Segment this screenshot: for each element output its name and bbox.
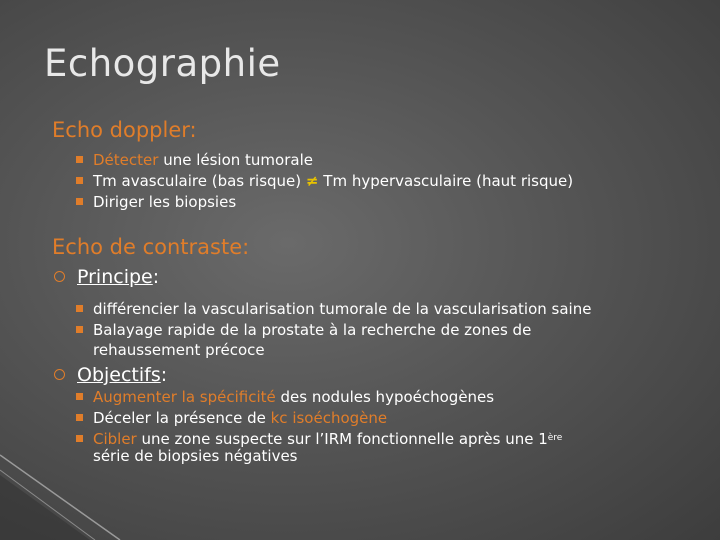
circle-bullet-icon xyxy=(54,271,65,282)
list-item: Augmenter la spécificité des nodules hypoéchogènes xyxy=(76,388,494,406)
square-bullet-icon xyxy=(76,393,83,400)
square-bullet-icon xyxy=(76,156,83,163)
section-heading-echo-contraste: Echo de contraste: xyxy=(52,235,250,259)
not-equal-symbol: ≠ xyxy=(305,172,319,190)
square-bullet-icon xyxy=(76,414,83,421)
list-item: Détecter une lésion tumorale xyxy=(76,151,313,169)
square-bullet-icon xyxy=(76,198,83,205)
slide-title: Echographie xyxy=(44,42,281,85)
list-item: Cibler une zone suspecte sur l’IRM fonctionnelle après une 1ère xyxy=(76,430,562,448)
subheading-principe: Principe: xyxy=(54,266,159,288)
section-heading-echo-doppler: Echo doppler: xyxy=(52,118,197,142)
subheading-objectifs: Objectifs: xyxy=(54,364,167,386)
list-item-continuation: série de biopsies négatives xyxy=(93,447,298,465)
square-bullet-icon xyxy=(76,177,83,184)
square-bullet-icon xyxy=(76,326,83,333)
list-item: Diriger les biopsies xyxy=(76,193,236,211)
square-bullet-icon xyxy=(76,305,83,312)
list-item: Tm avasculaire (bas risque) ≠ Tm hypervasculaire (haut risque) xyxy=(76,172,573,190)
list-item-continuation: rehaussement précoce xyxy=(93,341,265,359)
list-item: différencier la vascularisation tumorale de la vascularisation saine xyxy=(76,300,591,318)
list-item: Balayage rapide de la prostate à la recherche de zones de xyxy=(76,321,531,339)
list-item: Déceler la présence de kc isoéchogène xyxy=(76,409,387,427)
circle-bullet-icon xyxy=(54,369,65,380)
square-bullet-icon xyxy=(76,435,83,442)
